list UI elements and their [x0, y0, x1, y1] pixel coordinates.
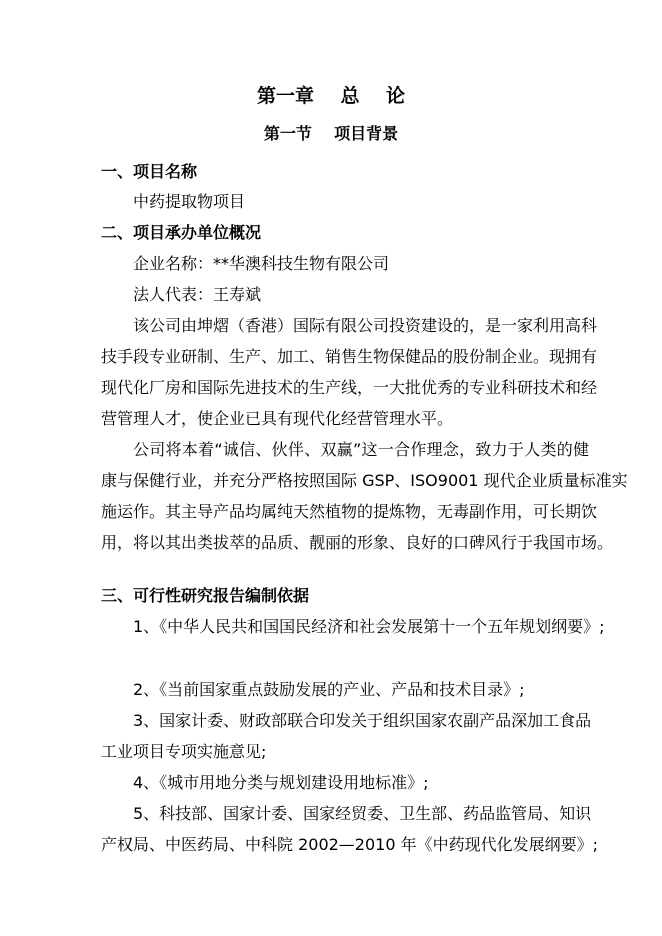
- legal-representative-line: 法人代表：王寿斌: [133, 285, 262, 304]
- company-name-line: 企业名称：**华澳科技生物有限公司: [133, 254, 390, 273]
- heading-project-name: 一、项目名称: [101, 162, 198, 181]
- basis-item: 5、科技部、国家计委、国家经贸委、卫生部、药品监管局、知识: [133, 804, 592, 823]
- chapter-title: 第一章 总 论: [257, 85, 405, 107]
- philosophy-paragraph-line: 用，将以其出类拔萃的品质、靓丽的形象、良好的口碑风行于我国市场。: [101, 533, 614, 552]
- company-paragraph-line: 技手段专业研制、生产、加工、销售生物保健品的股份制企业。现拥有: [101, 347, 598, 366]
- company-paragraph-line: 现代化厂房和国际先进技术的生产线，一大批优秀的专业科研技术和经: [101, 378, 598, 397]
- heading-feasibility-basis: 三、可行性研究报告编制依据: [101, 586, 310, 605]
- basis-item: 2、《当前国家重点鼓励发展的产业、产品和技术目录》;: [133, 680, 525, 699]
- section-title: 第一节 项目背景: [263, 124, 399, 143]
- philosophy-paragraph-line: 康与保健行业，并充分严格按照国际 GSP、ISO9001 现代企业质量标准实: [101, 471, 628, 490]
- basis-item: 4、《城市用地分类与规划建设用地标准》;: [133, 773, 429, 792]
- basis-item: 3、国家计委、财政部联合印发关于组织国家农副产品深加工食品: [133, 711, 592, 730]
- basis-item: 1、《中华人民共和国国民经济和社会发展第十一个五年规划纲要》;: [133, 617, 605, 636]
- basis-item-continued: 工业项目专项实施意见;: [101, 742, 267, 761]
- basis-item-continued: 产权局、中医药局、中科院 2002—2010 年《中药现代化发展纲要》;: [101, 835, 599, 854]
- heading-organizer-overview: 二、项目承办单位概况: [101, 223, 262, 242]
- company-paragraph-line: 营管理人才，使企业已具有现代化经营管理水平。: [101, 409, 454, 428]
- company-paragraph-line: 该公司由坤熠（香港）国际有限公司投资建设的，是一家利用高科: [133, 316, 598, 335]
- philosophy-paragraph-line: 施运作。其主导产品均属纯天然植物的提炼物，无毒副作用，可长期饮: [101, 502, 598, 521]
- philosophy-paragraph-line: 公司将本着“诚信、伙伴、双赢”这一合作理念，致力于人类的健: [133, 440, 589, 459]
- project-name-text: 中药提取物项目: [133, 192, 246, 211]
